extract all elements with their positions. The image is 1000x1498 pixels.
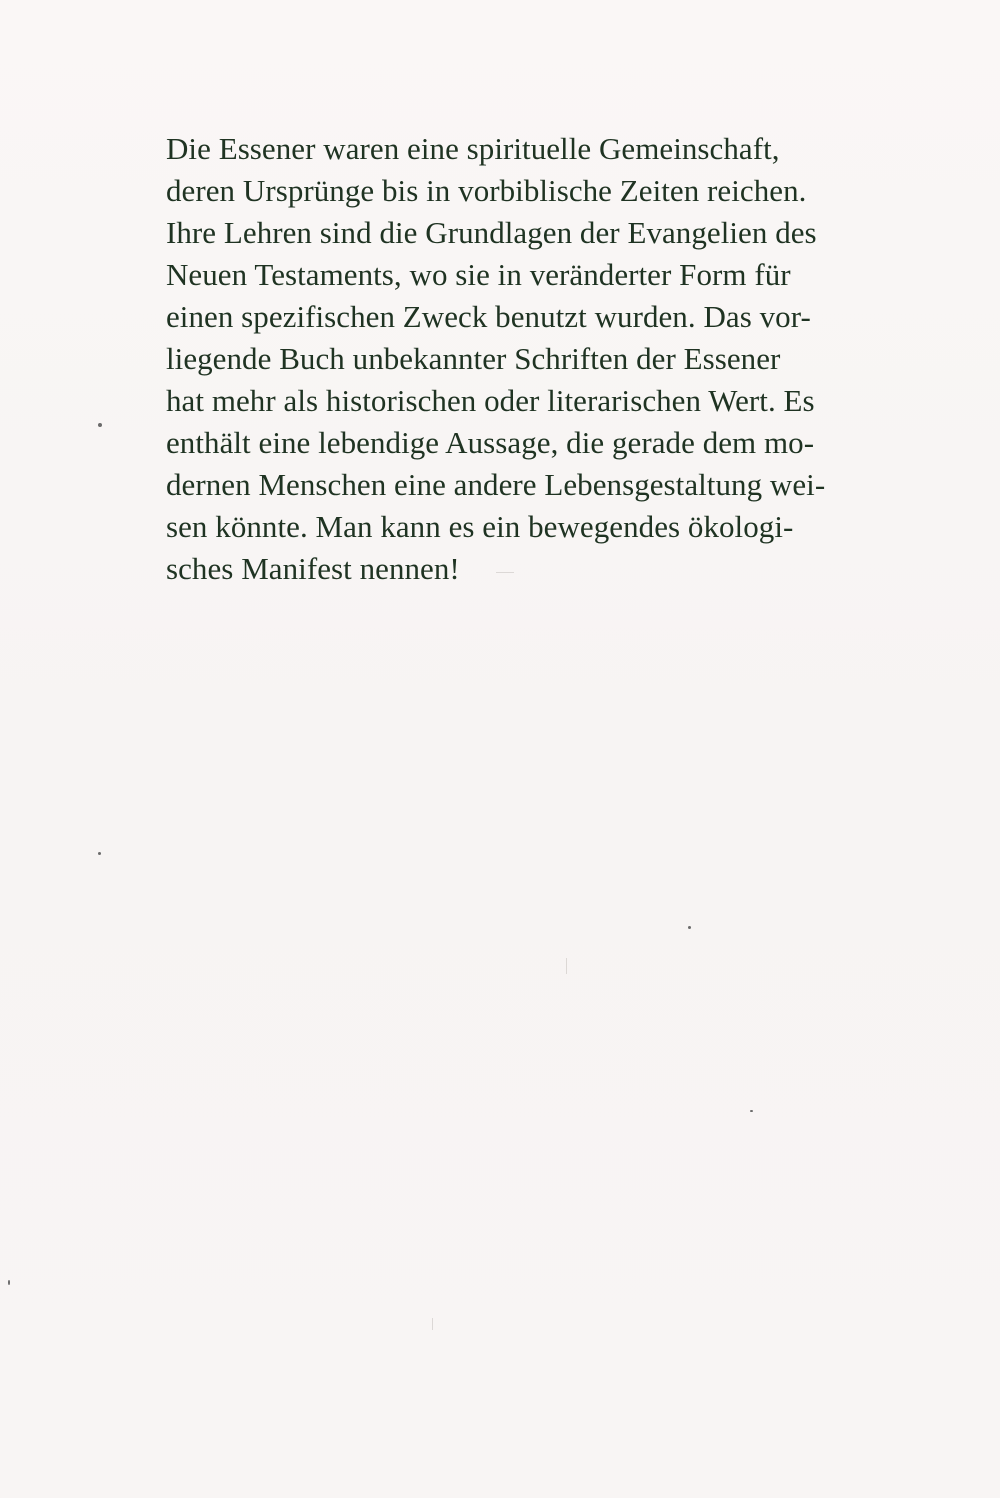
paper-speck: [98, 423, 102, 427]
blurb-paragraph: [166, 128, 906, 590]
blurb-line: deren Ursprünge bis in vorbiblische Zeiten reichen.: [166, 173, 807, 208]
blurb-line: dernen Menschen eine andere Lebensgestaltung wei-: [166, 467, 826, 502]
paper-scratch: [432, 1318, 433, 1330]
blurb-line: liegende Buch unbekannter Schriften der Essener: [166, 341, 781, 376]
paper-speck: [98, 852, 101, 855]
blurb-line: sen könnte. Man kann es ein bewegendes ökologi-: [166, 509, 794, 544]
blurb-line: hat mehr als historischen oder literarischen Wert. Es: [166, 383, 815, 418]
blurb-line: enthält eine lebendige Aussage, die gerade dem mo-: [166, 425, 815, 460]
paper-scratch: [496, 572, 514, 573]
paper-speck: [688, 926, 691, 929]
blurb-line: Neuen Testaments, wo sie in veränderter Form für: [166, 257, 791, 292]
blurb-line: Ihre Lehren sind die Grundlagen der Evangelien des: [166, 215, 817, 250]
blurb-line: sches Manifest nennen!: [166, 551, 460, 586]
blurb-line: einen spezifischen Zweck benutzt wurden. Das vor-: [166, 299, 811, 334]
blurb-line: Die Essener waren eine spirituelle Gemeinschaft,: [166, 131, 780, 166]
paper-speck: [750, 1110, 753, 1112]
paper-speck: [8, 1280, 10, 1285]
paper-scratch: [566, 958, 567, 974]
